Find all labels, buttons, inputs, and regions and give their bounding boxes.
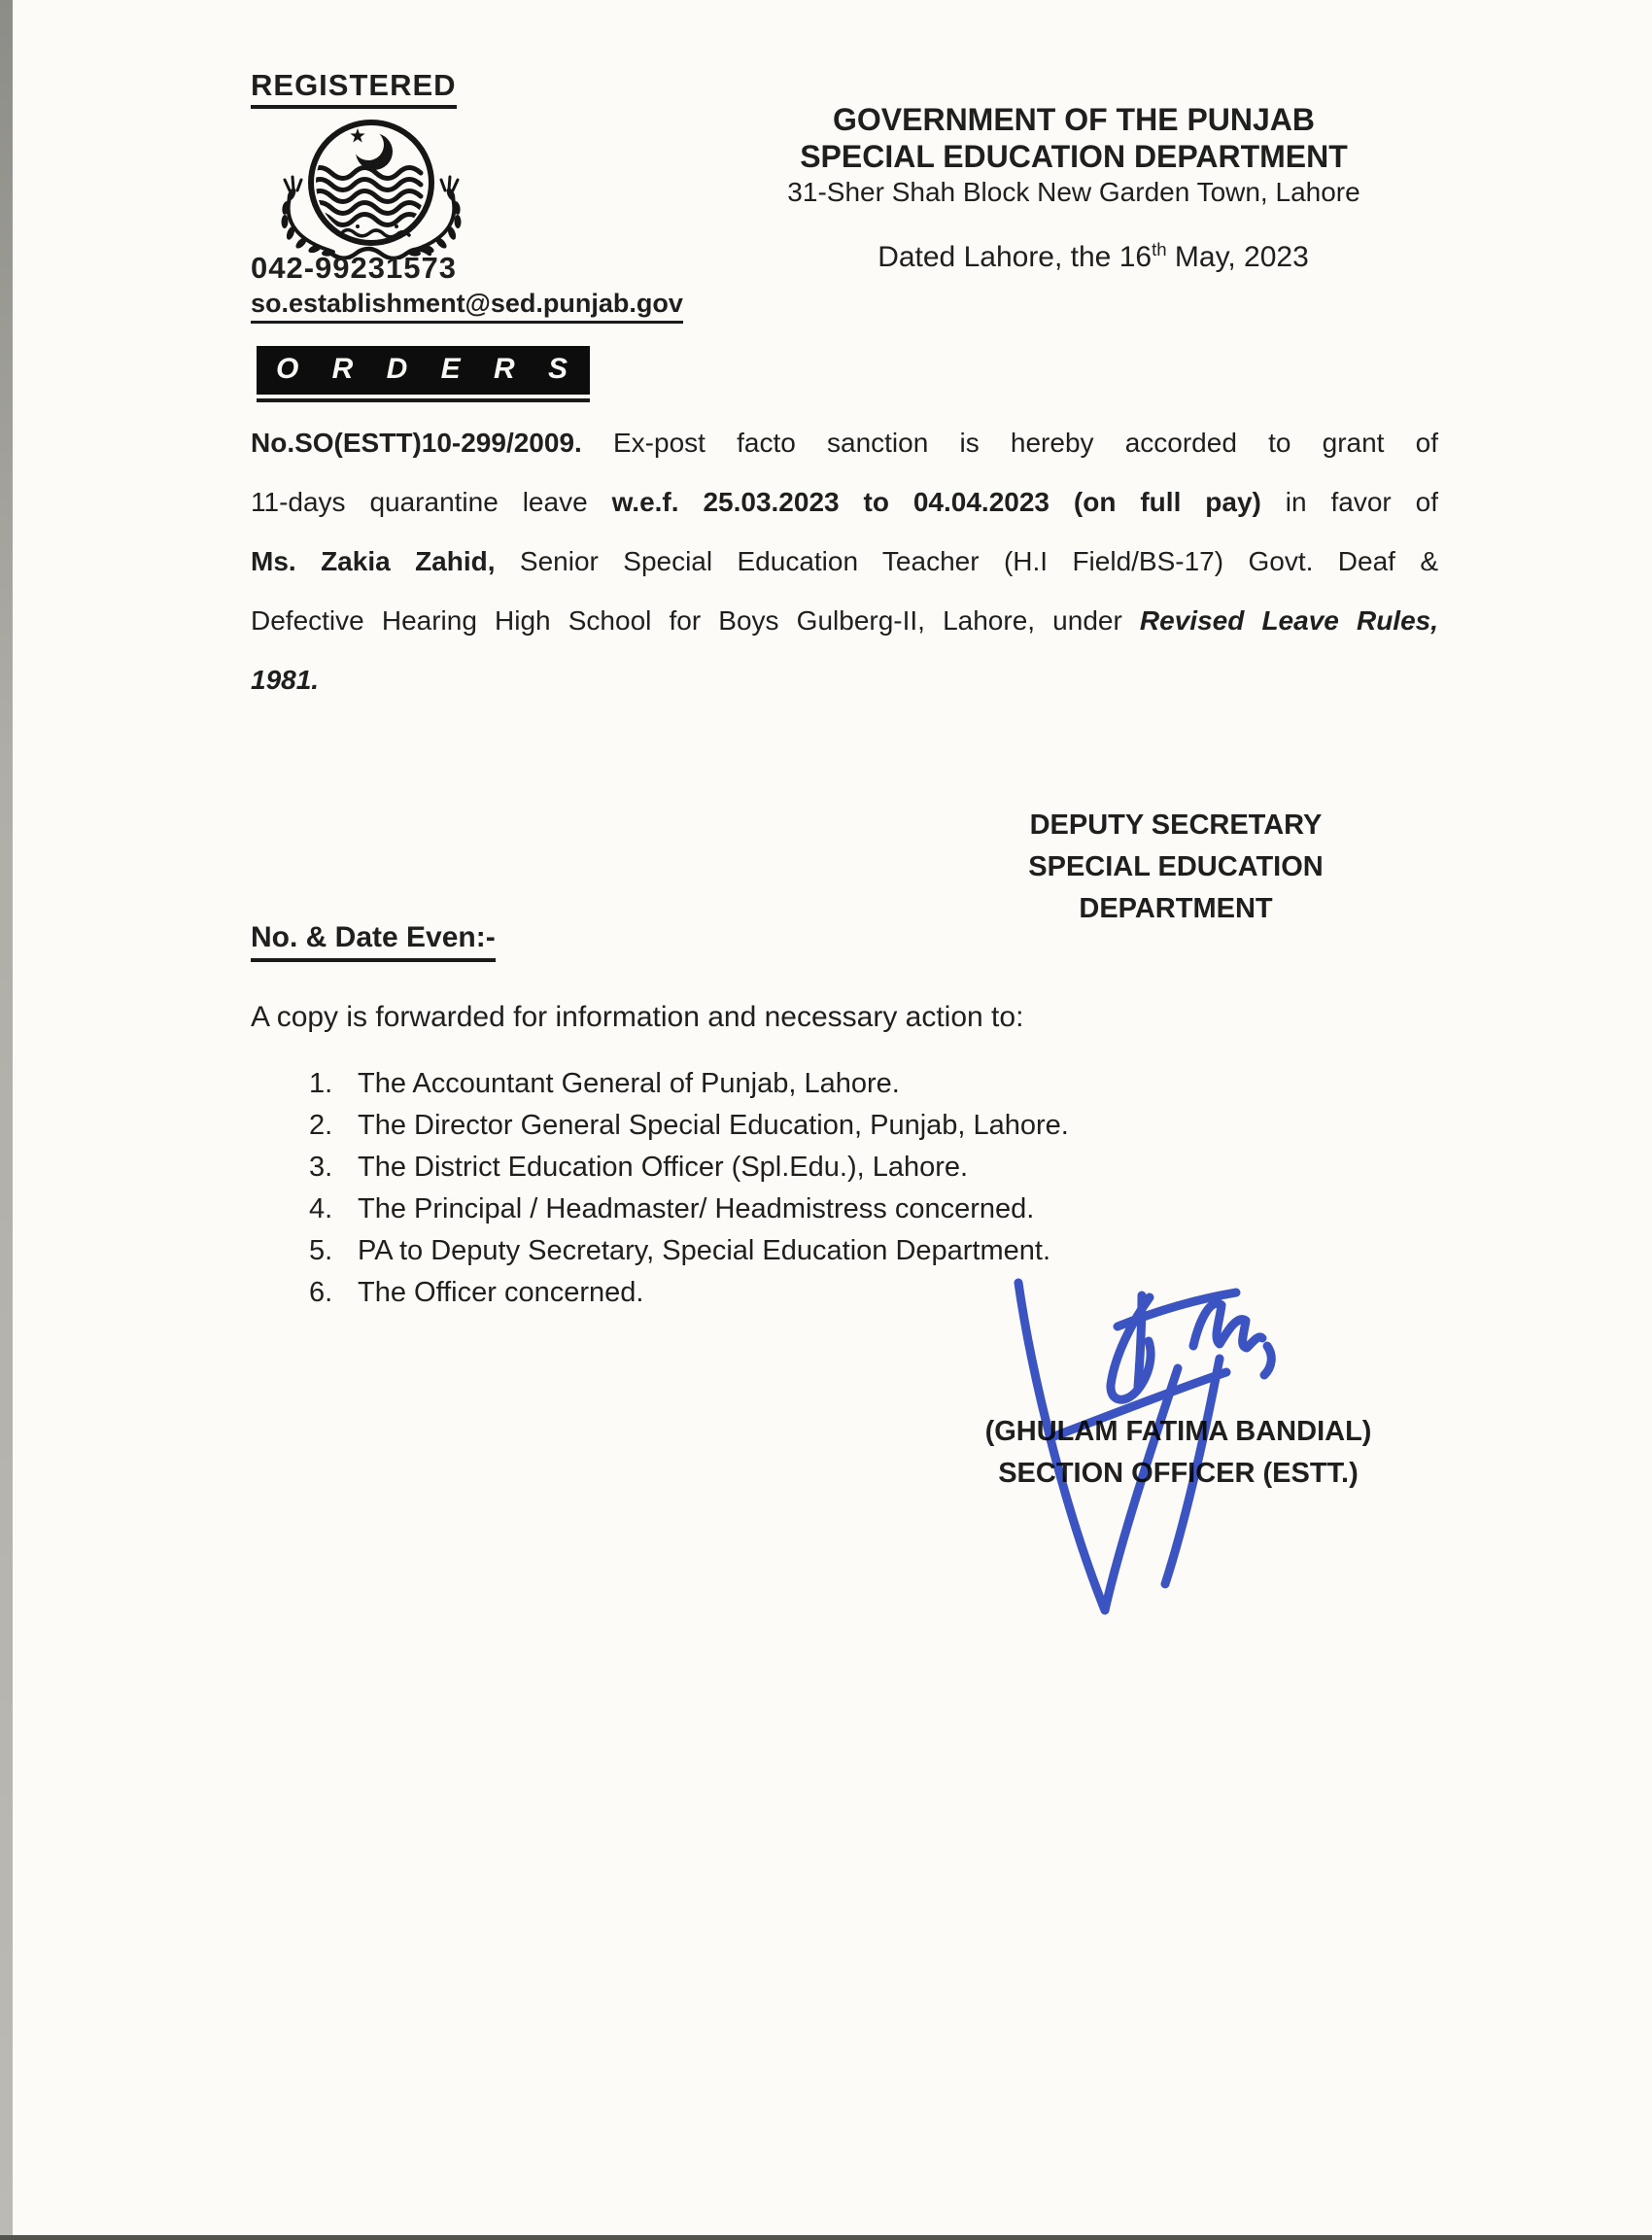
recipient-number: 3. [309,1152,333,1183]
even-number-heading: No. & Date Even:- [251,921,496,962]
date-line [797,239,1390,274]
rules-year: 1981. [251,665,320,695]
forwarding-line: A copy is forwarded for information and necessary action to: [251,1001,1024,1033]
order-number: No.SO(ESTT)10-299/2009. [251,428,582,458]
date-suffix: May, 2023 [1166,241,1309,273]
rules-reference: Revised Leave Rules, [1139,605,1438,636]
order-line [251,650,1438,709]
order-paragraph [251,413,1438,709]
order-text: Defective Hearing High School for Boys Gulberg-II, Lahore, under [251,605,1140,636]
signatory-title-line: SPECIAL EDUCATION [1028,851,1324,882]
recipient-number: 1. [309,1068,333,1099]
recipient-text: The Accountant General of Punjab, Lahore. [358,1068,900,1099]
recipient-number: 5. [309,1235,333,1266]
order-text: in favor of [1260,487,1438,517]
handwritten-signature [986,1249,1317,1647]
department-address: 31-Sher Shah Block New Garden Town, Lahore [787,177,1360,207]
order-text: Ex-post facto sanction is hereby accorded to grant of [581,428,1438,458]
recipient-text: The Principal / Headmaster/ Headmistress concerned. [358,1193,1035,1224]
list-item [309,1105,1069,1147]
leave-dates: w.e.f. 25.03.2023 to 04.04.2023 (on full pay) [611,487,1261,517]
recipient-text: PA to Deputy Secretary, Special Education Department. [358,1235,1051,1266]
signatory-title-line: DEPUTY SECRETARY [1029,810,1323,841]
government-title: GOVERNMENT OF THE PUNJAB [832,102,1316,137]
order-line [251,413,1438,472]
recipients-list [309,1063,1069,1314]
scan-left-edge-shadow [0,0,13,2240]
recipient-number: 2. [309,1110,333,1141]
email-address: so.establishment@sed.punjab.gov [251,289,683,324]
order-line [251,591,1438,650]
registered-label: REGISTERED [251,68,457,109]
signatory-title-line: DEPARTMENT [1079,893,1273,924]
phone-number: 042-99231573 [251,251,457,285]
scan-bottom-edge-shadow [0,2235,1652,2240]
list-item [309,1147,1069,1189]
order-text: Senior Special Education Teacher (H.I Field/BS-17) Govt. Deaf & [495,546,1438,576]
signatory-block-deputy [972,805,1380,930]
signatory-title: SECTION OFFICER (ESTT.) [998,1458,1359,1489]
order-line [251,472,1438,532]
officer-name: Ms. Zakia Zahid, [251,546,496,576]
department-title: SPECIAL EDUCATION DEPARTMENT [800,139,1348,174]
list-item [309,1272,1069,1314]
date-ordinal: th [1152,239,1167,259]
list-item [309,1189,1069,1230]
orders-heading: O R D E R S [257,346,590,395]
recipient-text: The Director General Special Education, Punjab, Lahore. [358,1110,1069,1141]
punjab-crest-logo [280,109,474,259]
department-header [773,101,1375,210]
signature-strokes [1018,1283,1271,1610]
recipient-text: The District Education Officer (Spl.Edu.), Lahore. [358,1152,969,1183]
order-text: 11-days quarantine leave [251,487,612,517]
recipient-number: 6. [309,1277,333,1308]
recipient-number: 4. [309,1193,333,1224]
list-item [309,1230,1069,1272]
list-item [309,1063,1069,1105]
date-prefix: Dated Lahore, the 16 [878,241,1153,273]
signatory-name: (GHULAM FATIMA BANDIAL) [984,1416,1372,1447]
recipient-text: The Officer concerned. [358,1277,644,1308]
order-line [251,532,1438,591]
